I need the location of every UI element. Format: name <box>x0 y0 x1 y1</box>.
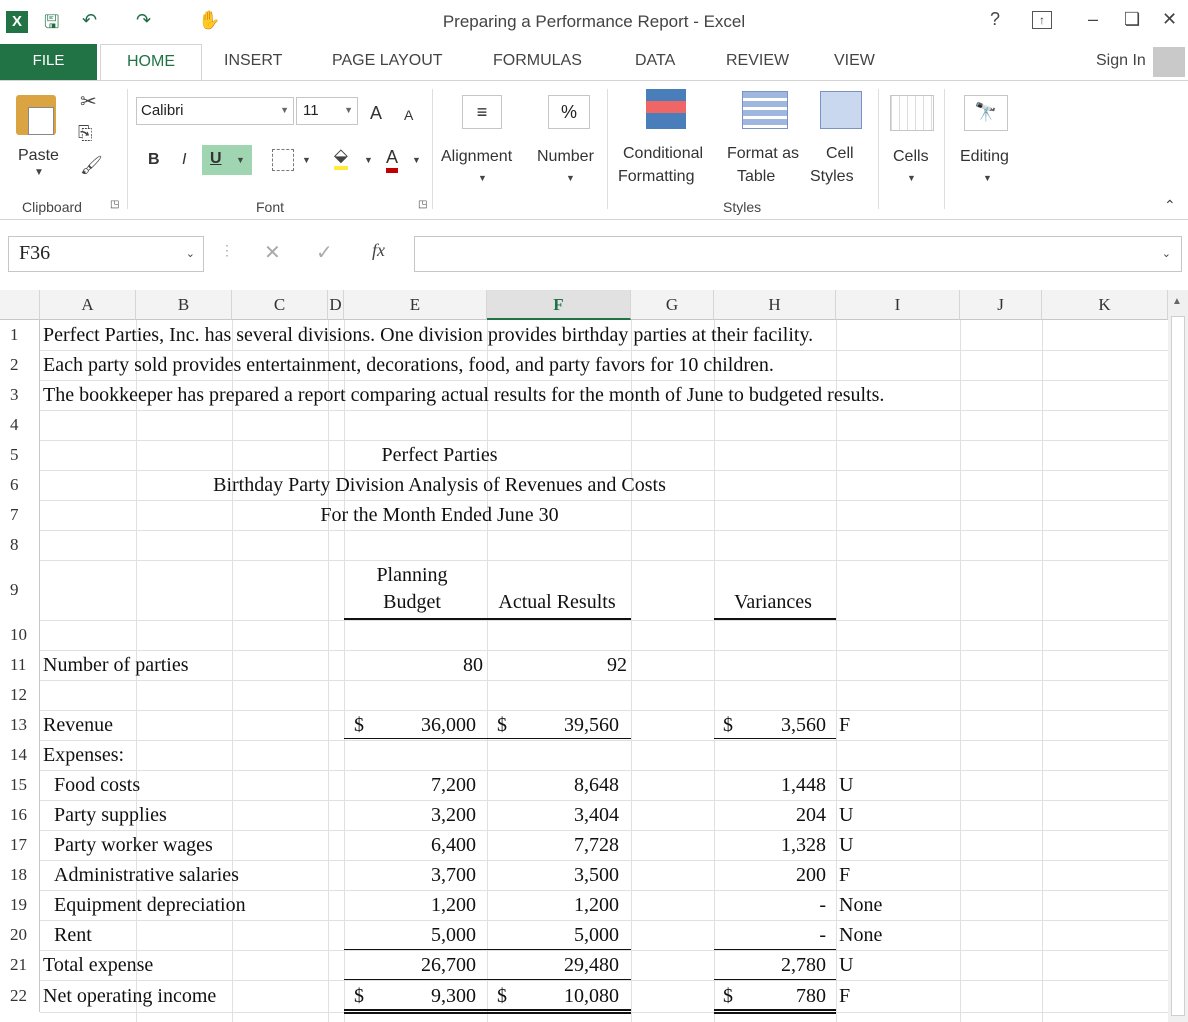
font-name-value: Calibri <box>141 102 184 119</box>
chevron-down-icon: ⌄ <box>1161 248 1171 260</box>
supplies-label[interactable]: Party supplies <box>54 804 167 826</box>
format-as-table-icon[interactable] <box>742 91 788 129</box>
close-icon[interactable]: ✕ <box>1162 9 1178 29</box>
row-header-1[interactable]: 1 <box>0 320 40 350</box>
paste-button[interactable]: Paste <box>18 147 59 164</box>
cells-icon[interactable] <box>890 95 934 131</box>
tab-insert[interactable]: INSERT <box>224 52 283 69</box>
select-all-corner[interactable] <box>0 290 40 320</box>
font-group-label: Font <box>256 199 285 215</box>
intro-line-2[interactable]: Each party sold provides entertainment, decorations, food, and party favors for 10 children. <box>43 354 774 376</box>
noi-variance[interactable]: 780 <box>796 985 826 1007</box>
borders-icon[interactable] <box>272 149 294 171</box>
supplies-flag[interactable]: U <box>839 804 854 826</box>
row-header-3[interactable]: 3 <box>0 380 40 410</box>
column-header-j[interactable]: J <box>960 290 1042 320</box>
cell-styles-label-2: Styles <box>810 168 854 185</box>
formula-bar <box>0 220 1188 290</box>
format-as-table-label-2: Table <box>737 168 776 185</box>
cut-icon[interactable]: ✂ <box>80 91 97 113</box>
revenue-budget[interactable]: 36,000 <box>421 714 476 736</box>
chevron-down-icon[interactable]: ▼ <box>364 155 373 165</box>
font-launcher-icon[interactable]: ◳ <box>418 199 428 210</box>
total-expense-actual[interactable]: 29,480 <box>564 954 619 976</box>
font-color-button[interactable]: A <box>386 147 398 173</box>
row-header-11[interactable]: 11 <box>0 650 40 680</box>
chevron-down-icon: ▼ <box>478 173 487 183</box>
more-options-icon[interactable]: ⋮ <box>220 242 234 258</box>
minimize-icon[interactable]: – <box>1088 9 1099 29</box>
underline-button[interactable] <box>202 145 252 175</box>
noi-budget[interactable]: 9,300 <box>431 985 476 1007</box>
tab-home[interactable]: HOME <box>100 44 202 80</box>
row-header-20[interactable]: 20 <box>0 920 40 950</box>
scroll-up-icon[interactable]: ▲ <box>1172 296 1182 307</box>
insert-function-icon[interactable]: fx <box>372 240 385 260</box>
row-header-16[interactable]: 16 <box>0 800 40 830</box>
format-as-table-button[interactable]: Format as <box>727 145 800 162</box>
tab-file[interactable]: FILE <box>0 44 97 80</box>
number-format-icon[interactable]: % <box>548 95 590 129</box>
chevron-down-icon[interactable]: ▼ <box>302 155 311 165</box>
clipboard-launcher-icon[interactable]: ◳ <box>110 199 120 210</box>
chevron-down-icon: ▼ <box>983 173 992 183</box>
revenue-var-dollar[interactable]: $ <box>723 714 733 736</box>
revenue-actual[interactable]: 39,560 <box>564 714 619 736</box>
wages-flag[interactable]: U <box>839 834 854 856</box>
ribbon-display-icon[interactable]: ↑ <box>1032 11 1052 29</box>
revenue-budget-dollar[interactable]: $ <box>354 714 364 736</box>
tab-view[interactable]: VIEW <box>834 52 875 69</box>
font-size-value: 11 <box>303 102 319 119</box>
food-flag[interactable]: U <box>839 774 854 796</box>
rent-budget[interactable]: 5,000 <box>431 924 476 946</box>
formula-input[interactable] <box>414 236 1182 272</box>
chevron-down-icon: ▼ <box>344 105 353 115</box>
noi-budget-dollar[interactable]: $ <box>354 985 364 1007</box>
editing-button[interactable]: Editing <box>960 148 1009 165</box>
depreciation-label[interactable]: Equipment depreciation <box>54 894 246 916</box>
row-header-14[interactable]: 14 <box>0 740 40 770</box>
row-header-13[interactable]: 13 <box>0 710 40 740</box>
revenue-flag[interactable]: F <box>839 714 851 736</box>
row-header-19[interactable]: 19 <box>0 890 40 920</box>
cells-button[interactable]: Cells <box>893 148 929 165</box>
depreciation-actual[interactable]: 1,200 <box>574 894 619 916</box>
food-variance[interactable]: 1,448 <box>781 774 826 796</box>
depreciation-flag[interactable]: None <box>839 894 883 916</box>
collapse-ribbon-icon[interactable]: ⌃ <box>1164 197 1176 213</box>
sign-in-link[interactable]: Sign In <box>1096 52 1146 69</box>
find-binoculars-icon[interactable]: 🔭 <box>964 95 1008 131</box>
cell-styles-button[interactable]: Cell <box>826 145 854 162</box>
touch-mode-icon[interactable]: ✋ <box>198 10 221 30</box>
row-header-21[interactable]: 21 <box>0 950 40 980</box>
font-name-select[interactable] <box>136 97 294 125</box>
paste-dropdown-icon[interactable]: ▼ <box>34 167 44 178</box>
report-heading-1[interactable]: Perfect Parties <box>381 444 498 466</box>
row-header-7[interactable]: 7 <box>0 500 40 530</box>
shrink-font-button[interactable]: A <box>404 107 414 123</box>
bold-button[interactable]: B <box>148 151 160 168</box>
depreciation-variance[interactable]: - <box>819 894 826 916</box>
name-box-value: F36 <box>19 242 51 264</box>
worksheet-grid[interactable] <box>0 290 1188 1022</box>
total-expense-budget[interactable]: 26,700 <box>421 954 476 976</box>
food-label[interactable]: Food costs <box>54 774 141 796</box>
chevron-down-icon: ▼ <box>566 173 575 183</box>
planning-budget-header-1[interactable]: Planning <box>376 564 448 586</box>
tab-review[interactable]: REVIEW <box>726 52 790 69</box>
row-header-22[interactable]: 22 <box>0 980 40 1012</box>
revenue-label[interactable]: Revenue <box>43 714 113 736</box>
alignment-icon[interactable]: ≡ <box>462 95 502 129</box>
wages-variance[interactable]: 1,328 <box>781 834 826 856</box>
window-title: Preparing a Performance Report - Excel <box>442 12 746 31</box>
total-expense-variance[interactable]: 2,780 <box>781 954 826 976</box>
confirm-entry-icon[interactable]: ✓ <box>316 242 333 264</box>
column-header-d[interactable]: D <box>328 290 344 320</box>
column-header-b[interactable]: B <box>136 290 232 320</box>
row-header-5[interactable]: 5 <box>0 440 40 470</box>
undo-icon[interactable]: ↶ <box>82 10 98 30</box>
scrollbar-thumb[interactable] <box>1171 316 1185 1016</box>
column-header-e[interactable]: E <box>344 290 487 320</box>
help-button[interactable]: ? <box>990 9 1001 29</box>
row-header-12[interactable]: 12 <box>0 680 40 710</box>
clipboard-group-label: Clipboard <box>22 199 82 215</box>
row-header-15[interactable]: 15 <box>0 770 40 800</box>
row-header-6[interactable]: 6 <box>0 470 40 500</box>
cell-styles-icon[interactable] <box>820 91 862 129</box>
noi-flag[interactable]: F <box>839 985 851 1007</box>
supplies-actual[interactable]: 3,404 <box>574 804 619 826</box>
column-header-a[interactable]: A <box>40 290 136 320</box>
ribbon-tabs <box>0 44 1188 80</box>
rent-label[interactable]: Rent <box>54 924 92 946</box>
vertical-scrollbar[interactable] <box>1168 290 1188 1022</box>
restore-icon[interactable]: ❏ <box>1124 9 1141 29</box>
ribbon <box>0 80 1188 220</box>
conditional-formatting-label-2: Formatting <box>618 168 695 185</box>
font-size-select[interactable] <box>296 97 358 125</box>
chevron-down-icon: ▼ <box>907 173 916 183</box>
chevron-down-icon: ⌄ <box>185 248 195 260</box>
total-expense-label[interactable]: Total expense <box>43 954 154 976</box>
styles-group-label: Styles <box>723 199 762 215</box>
row-header-9[interactable]: 9 <box>0 560 40 620</box>
admin-label[interactable]: Administrative salaries <box>54 864 239 886</box>
tab-page-layout[interactable]: PAGE LAYOUT <box>332 52 443 69</box>
wages-budget[interactable]: 6,400 <box>431 834 476 856</box>
underline-label: U <box>210 150 222 167</box>
conditional-formatting-icon[interactable] <box>646 89 686 129</box>
admin-budget[interactable]: 3,700 <box>431 864 476 886</box>
rent-variance[interactable]: - <box>819 924 826 946</box>
food-actual[interactable]: 8,648 <box>574 774 619 796</box>
parties-actual[interactable]: 92 <box>607 654 627 676</box>
save-icon[interactable]: 🖫 <box>44 12 60 32</box>
alignment-button[interactable]: Alignment <box>441 148 513 165</box>
redo-icon[interactable]: ↷ <box>136 10 152 30</box>
row-header-8[interactable]: 8 <box>0 530 40 560</box>
italic-button[interactable]: I <box>182 151 187 168</box>
report-heading-2[interactable]: Birthday Party Division Analysis of Revenues and Costs <box>213 474 666 496</box>
noi-label[interactable]: Net operating income <box>43 985 217 1007</box>
avatar[interactable] <box>1153 47 1185 77</box>
parties-label[interactable]: Number of parties <box>43 654 189 676</box>
noi-actual[interactable]: 10,080 <box>564 985 619 1007</box>
title-bar <box>0 0 1188 45</box>
admin-actual[interactable]: 3,500 <box>574 864 619 886</box>
noi-actual-dollar[interactable]: $ <box>497 985 507 1007</box>
grow-font-button[interactable]: A <box>370 103 383 123</box>
food-budget[interactable]: 7,200 <box>431 774 476 796</box>
planning-budget-header-2[interactable]: Budget <box>383 591 441 613</box>
chevron-down-icon[interactable]: ▼ <box>412 155 421 165</box>
tab-data[interactable]: DATA <box>635 52 676 69</box>
row-header-17[interactable]: 17 <box>0 830 40 860</box>
wages-actual[interactable]: 7,728 <box>574 834 619 856</box>
excel-logo-icon: X <box>6 11 28 33</box>
tab-formulas[interactable]: FORMULAS <box>493 52 582 69</box>
cancel-entry-icon[interactable]: ✕ <box>264 242 281 264</box>
chevron-down-icon: ▼ <box>236 155 245 165</box>
column-header-i[interactable]: I <box>836 290 960 320</box>
name-box[interactable] <box>8 236 204 272</box>
depreciation-budget[interactable]: 1,200 <box>431 894 476 916</box>
row-header-4[interactable]: 4 <box>0 410 40 440</box>
column-header-h[interactable]: H <box>714 290 836 320</box>
rent-flag[interactable]: None <box>839 924 883 946</box>
supplies-variance[interactable]: 204 <box>796 804 826 826</box>
number-button[interactable]: Number <box>537 148 594 165</box>
rent-actual[interactable]: 5,000 <box>574 924 619 946</box>
column-header-f[interactable]: F <box>487 290 631 320</box>
report-heading-3[interactable]: For the Month Ended June 30 <box>320 504 559 526</box>
revenue-variance[interactable]: 3,560 <box>781 714 826 736</box>
conditional-formatting-button[interactable]: Conditional <box>623 145 704 162</box>
fill-color-icon[interactable]: ⬙ <box>334 145 348 170</box>
variances-header[interactable]: Variances <box>734 591 812 613</box>
row-header-2[interactable]: 2 <box>0 350 40 380</box>
intro-line-3[interactable]: The bookkeeper has prepared a report comparing actual results for the month of June to budgeted results. <box>43 384 885 406</box>
column-header-g[interactable]: G <box>631 290 714 320</box>
clipboard-icon[interactable] <box>16 95 56 135</box>
copy-icon[interactable]: ⎘ <box>78 123 93 143</box>
total-expense-flag[interactable]: U <box>839 954 854 976</box>
actual-results-header[interactable]: Actual Results <box>498 591 616 613</box>
revenue-actual-dollar[interactable]: $ <box>497 714 507 736</box>
admin-flag[interactable]: F <box>839 864 851 886</box>
column-header-c[interactable]: C <box>232 290 328 320</box>
noi-var-dollar[interactable]: $ <box>723 985 733 1007</box>
format-painter-icon[interactable]: 🖌 <box>80 155 103 175</box>
supplies-budget[interactable]: 3,200 <box>431 804 476 826</box>
row-header-18[interactable]: 18 <box>0 860 40 890</box>
row-header-10[interactable]: 10 <box>0 620 40 650</box>
parties-budget[interactable]: 80 <box>463 654 483 676</box>
chevron-down-icon: ▼ <box>280 105 289 115</box>
wages-label[interactable]: Party worker wages <box>54 834 213 856</box>
admin-variance[interactable]: 200 <box>796 864 826 886</box>
column-header-k[interactable]: K <box>1042 290 1168 320</box>
expenses-label[interactable]: Expenses: <box>43 744 125 766</box>
intro-line-1[interactable]: Perfect Parties, Inc. has several divisions. One division provides birthday parties at their facility. <box>43 324 814 346</box>
